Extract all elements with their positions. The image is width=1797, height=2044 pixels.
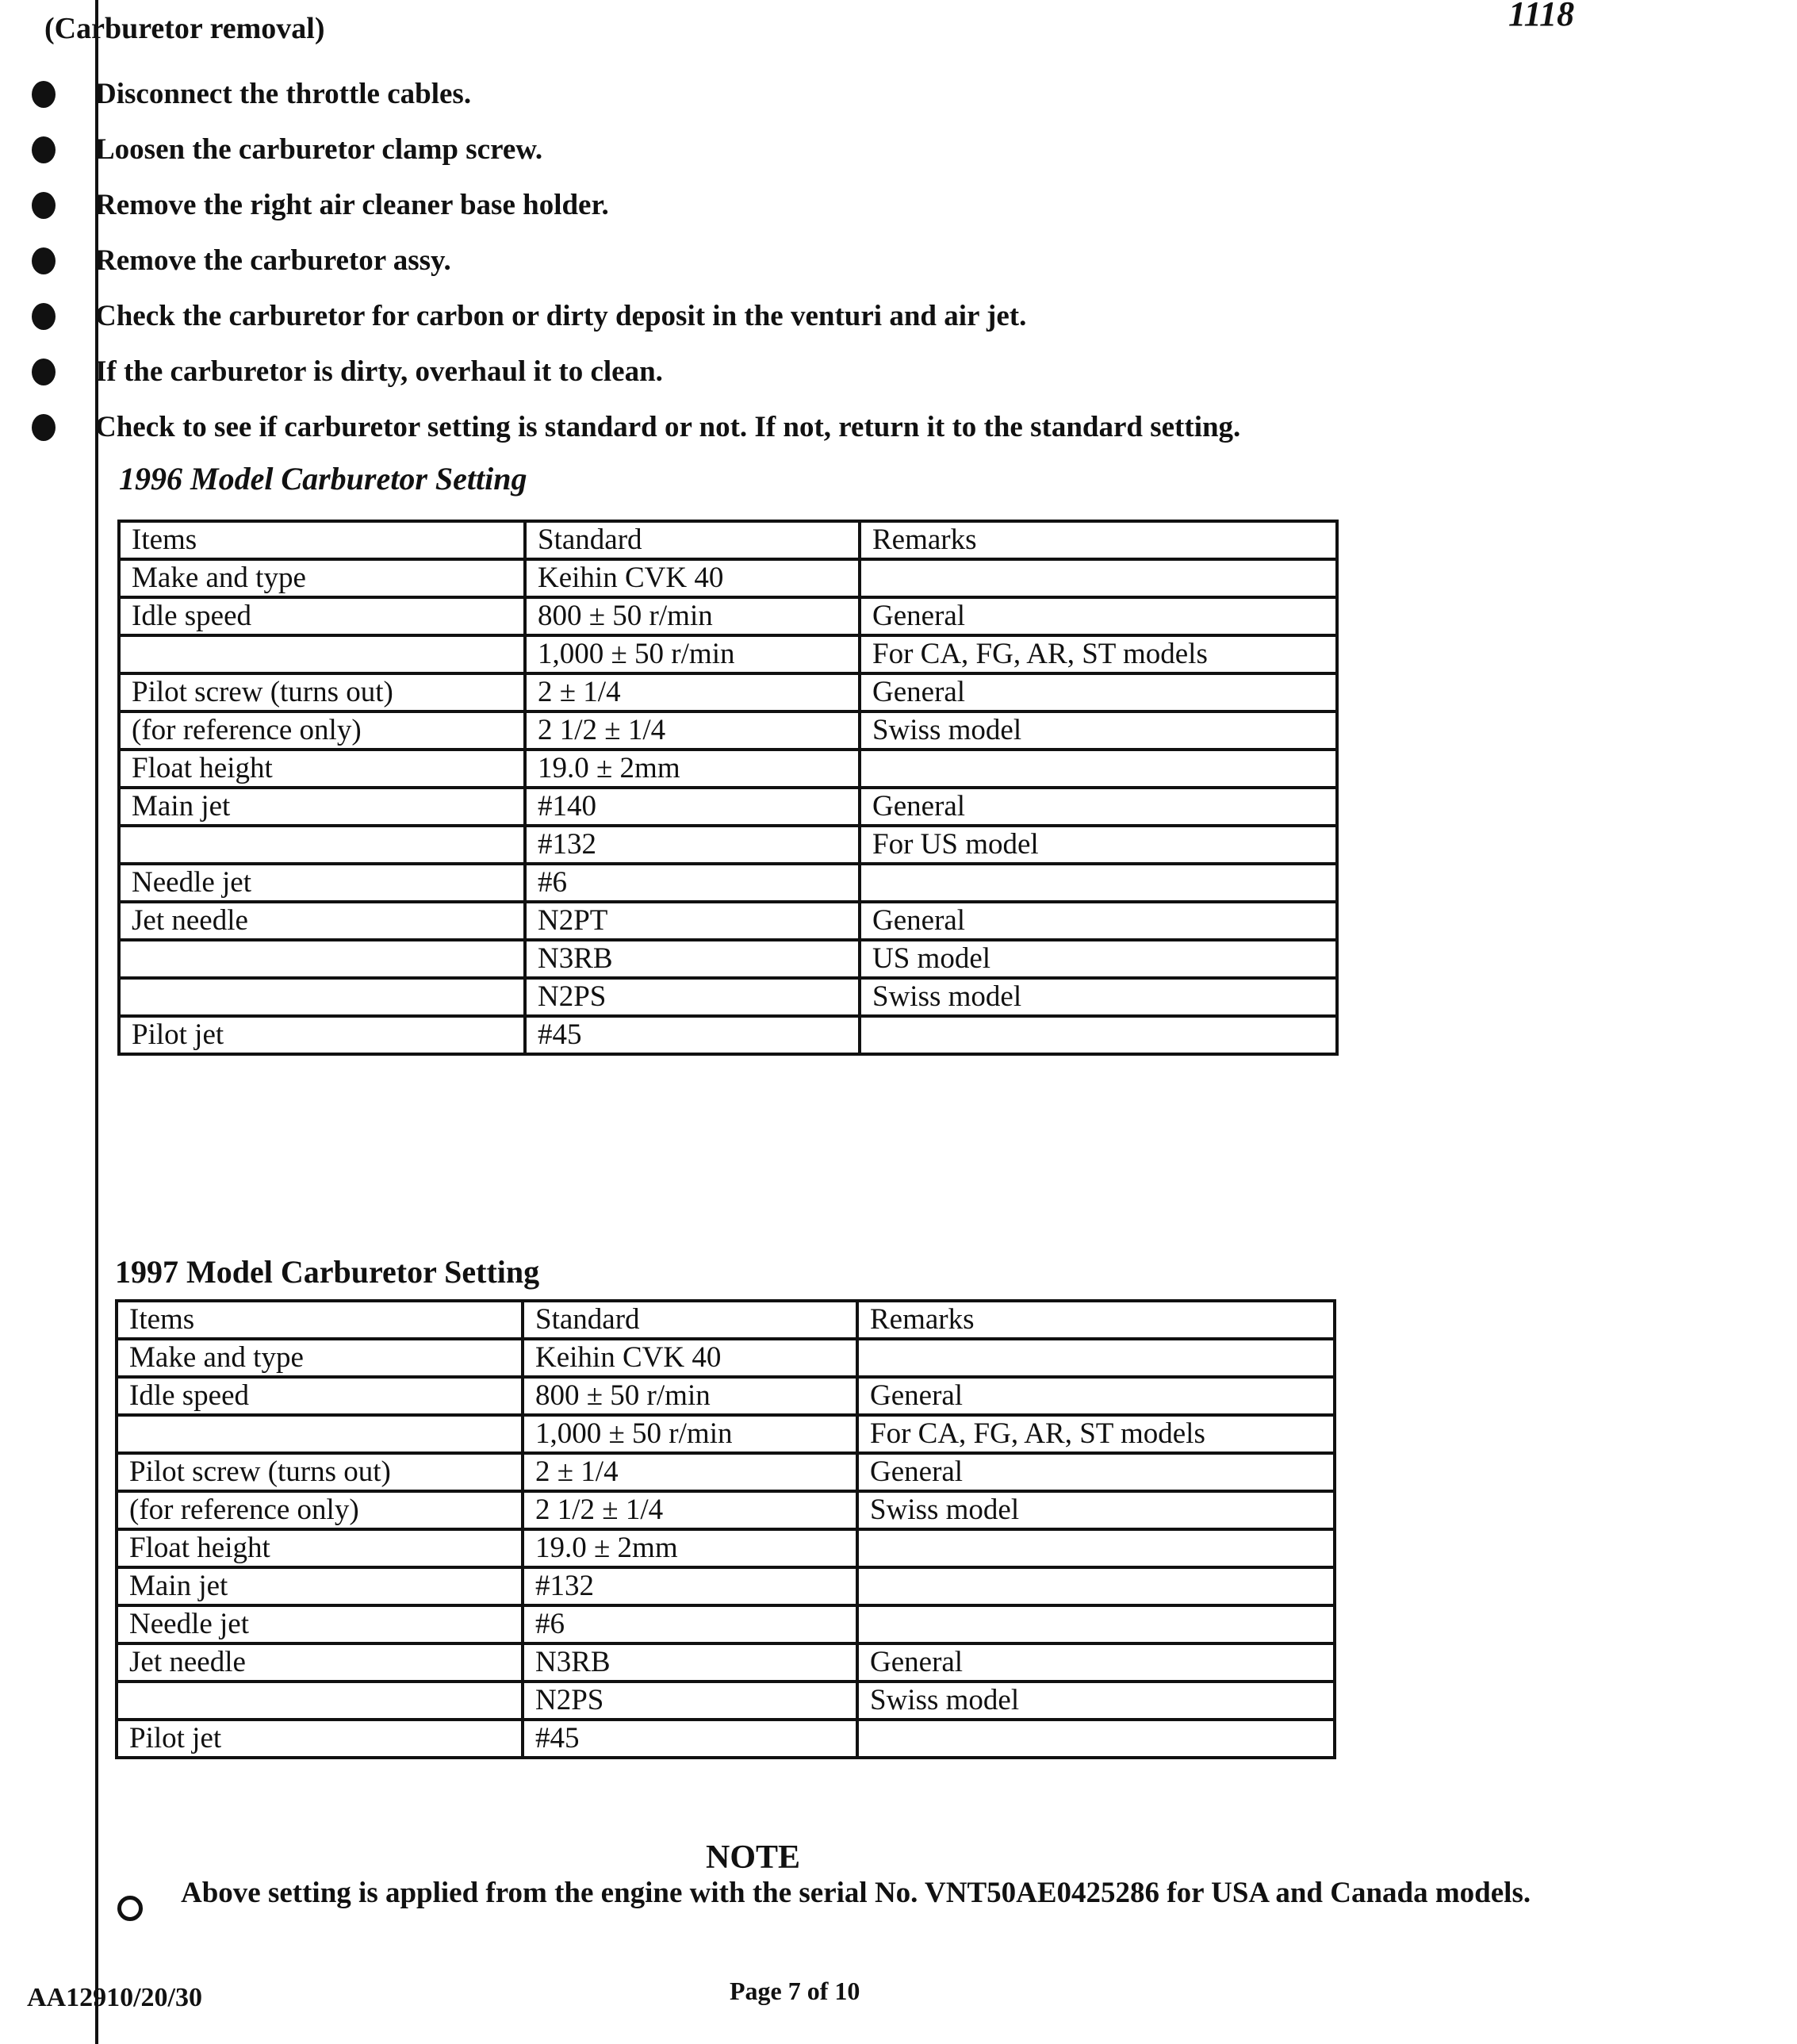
header-cell: Standard bbox=[523, 1301, 857, 1339]
standard-cell: 1,000 ± 50 r/min bbox=[525, 635, 860, 673]
standard-cell: N2PS bbox=[523, 1682, 857, 1720]
remarks-cell bbox=[857, 1567, 1335, 1605]
remarks-cell: For CA, FG, AR, ST models bbox=[860, 635, 1337, 673]
table-row bbox=[119, 902, 1337, 940]
standard-cell: #45 bbox=[525, 1016, 860, 1054]
table-row bbox=[119, 1016, 1337, 1054]
item-cell bbox=[119, 826, 525, 864]
standard-cell: #132 bbox=[525, 826, 860, 864]
standard-cell: #6 bbox=[525, 864, 860, 902]
bullet-icon bbox=[32, 81, 56, 108]
item-cell: Pilot screw (turns out) bbox=[117, 1453, 523, 1491]
standard-cell: N3RB bbox=[523, 1643, 857, 1682]
standard-cell: Keihin CVK 40 bbox=[523, 1339, 857, 1377]
table-row bbox=[119, 788, 1337, 826]
circle-bullet-icon bbox=[117, 1896, 143, 1921]
remarks-cell: General bbox=[857, 1643, 1335, 1682]
table-row bbox=[117, 1567, 1335, 1605]
remarks-cell: General bbox=[860, 902, 1337, 940]
step-text: If the carburetor is dirty, overhaul it to clean. bbox=[95, 355, 663, 388]
remarks-cell: Swiss model bbox=[860, 711, 1337, 750]
step-text: Remove the carburetor assy. bbox=[95, 244, 451, 277]
item-cell: (for reference only) bbox=[119, 711, 525, 750]
standard-cell: N2PS bbox=[525, 978, 860, 1016]
standard-cell: 1,000 ± 50 r/min bbox=[523, 1415, 857, 1453]
standard-cell: 19.0 ± 2mm bbox=[525, 750, 860, 788]
table-row bbox=[119, 597, 1337, 635]
step-text: Check the carburetor for carbon or dirty deposit in the venturi and air jet. bbox=[95, 300, 1027, 332]
bullet-icon bbox=[32, 192, 56, 219]
item-cell: Idle speed bbox=[119, 597, 525, 635]
item-cell bbox=[117, 1415, 523, 1453]
table-row bbox=[117, 1377, 1335, 1415]
standard-cell: #45 bbox=[523, 1720, 857, 1758]
item-cell: Needle jet bbox=[119, 864, 525, 902]
table-row bbox=[119, 978, 1337, 1016]
remarks-cell: For US model bbox=[860, 826, 1337, 864]
section-title: (Carburetor removal) bbox=[44, 12, 325, 45]
table-1996 bbox=[117, 520, 1339, 1056]
item-cell: Pilot screw (turns out) bbox=[119, 673, 525, 711]
item-cell bbox=[119, 940, 525, 978]
standard-cell: 19.0 ± 2mm bbox=[523, 1529, 857, 1567]
header-cell: Standard bbox=[525, 521, 860, 559]
table-row bbox=[119, 864, 1337, 902]
item-cell: Main jet bbox=[117, 1567, 523, 1605]
item-cell bbox=[117, 1682, 523, 1720]
table-row bbox=[117, 1339, 1335, 1377]
item-cell: Jet needle bbox=[117, 1643, 523, 1682]
remarks-cell: Swiss model bbox=[857, 1682, 1335, 1720]
standard-cell: #140 bbox=[525, 788, 860, 826]
remarks-cell bbox=[860, 864, 1337, 902]
header-cell: Items bbox=[119, 521, 525, 559]
standard-cell: 800 ± 50 r/min bbox=[523, 1377, 857, 1415]
item-cell: (for reference only) bbox=[117, 1491, 523, 1529]
table-row bbox=[117, 1720, 1335, 1758]
item-cell: Idle speed bbox=[117, 1377, 523, 1415]
standard-cell: #132 bbox=[523, 1567, 857, 1605]
standard-cell: N2PT bbox=[525, 902, 860, 940]
table-row bbox=[117, 1453, 1335, 1491]
table-row bbox=[119, 673, 1337, 711]
item-cell bbox=[119, 635, 525, 673]
item-cell: Jet needle bbox=[119, 902, 525, 940]
note-text: Above setting is applied from the engine with the serial No. VNT50AE0425286 for USA and Canada models. bbox=[181, 1877, 1531, 1909]
standard-cell: 2 ± 1/4 bbox=[523, 1453, 857, 1491]
table-row bbox=[119, 750, 1337, 788]
item-cell: Make and type bbox=[117, 1339, 523, 1377]
step-text: Disconnect the throttle cables. bbox=[95, 78, 472, 110]
table-header-row bbox=[119, 521, 1337, 559]
table-1997-title: 1997 Model Carburetor Setting bbox=[115, 1254, 540, 1290]
table-row bbox=[117, 1605, 1335, 1643]
step-text: Loosen the carburetor clamp screw. bbox=[95, 133, 543, 166]
table-row bbox=[119, 635, 1337, 673]
remarks-cell bbox=[860, 750, 1337, 788]
header-cell: Remarks bbox=[857, 1301, 1335, 1339]
table-row bbox=[117, 1491, 1335, 1529]
remarks-cell: General bbox=[860, 788, 1337, 826]
item-cell: Pilot jet bbox=[119, 1016, 525, 1054]
remarks-cell bbox=[860, 1016, 1337, 1054]
remarks-cell: Swiss model bbox=[857, 1491, 1335, 1529]
table-row bbox=[119, 940, 1337, 978]
step-text: Check to see if carburetor setting is standard or not. If not, return it to the standard setting. bbox=[95, 411, 1241, 443]
remarks-cell: General bbox=[860, 597, 1337, 635]
item-cell bbox=[119, 978, 525, 1016]
remarks-cell: For CA, FG, AR, ST models bbox=[857, 1415, 1335, 1453]
item-cell: Make and type bbox=[119, 559, 525, 597]
remarks-cell: General bbox=[857, 1377, 1335, 1415]
standard-cell: N3RB bbox=[525, 940, 860, 978]
table-1997 bbox=[115, 1299, 1336, 1759]
standard-cell: 2 1/2 ± 1/4 bbox=[523, 1491, 857, 1529]
item-cell: Pilot jet bbox=[117, 1720, 523, 1758]
standard-cell: 2 ± 1/4 bbox=[525, 673, 860, 711]
table-row bbox=[117, 1529, 1335, 1567]
standard-cell: #6 bbox=[523, 1605, 857, 1643]
header-cell: Remarks bbox=[860, 521, 1337, 559]
remarks-cell: US model bbox=[860, 940, 1337, 978]
item-cell: Main jet bbox=[119, 788, 525, 826]
document-id: AA12910/20/30 bbox=[27, 1983, 202, 2012]
remarks-cell bbox=[860, 559, 1337, 597]
corner-handwritten-mark: 1118 bbox=[1508, 0, 1575, 33]
table-row bbox=[119, 826, 1337, 864]
table-row bbox=[117, 1643, 1335, 1682]
header-cell: Items bbox=[117, 1301, 523, 1339]
bullet-icon bbox=[32, 359, 56, 385]
remarks-cell bbox=[857, 1605, 1335, 1643]
bullet-icon bbox=[32, 414, 56, 441]
remarks-cell bbox=[857, 1529, 1335, 1567]
table-row bbox=[119, 559, 1337, 597]
step-text: Remove the right air cleaner base holder. bbox=[95, 189, 609, 221]
item-cell: Needle jet bbox=[117, 1605, 523, 1643]
table-row bbox=[119, 711, 1337, 750]
remarks-cell bbox=[857, 1720, 1335, 1758]
table-row bbox=[117, 1682, 1335, 1720]
table-header-row bbox=[117, 1301, 1335, 1339]
remarks-cell: Swiss model bbox=[860, 978, 1337, 1016]
table-1996-title: 1996 Model Carburetor Setting bbox=[119, 461, 527, 497]
item-cell: Float height bbox=[117, 1529, 523, 1567]
page-number: Page 7 of 10 bbox=[730, 1977, 860, 2005]
bullet-icon bbox=[32, 303, 56, 330]
remarks-cell: General bbox=[857, 1453, 1335, 1491]
standard-cell: 800 ± 50 r/min bbox=[525, 597, 860, 635]
table-row bbox=[117, 1415, 1335, 1453]
bullet-icon bbox=[32, 247, 56, 274]
standard-cell: Keihin CVK 40 bbox=[525, 559, 860, 597]
item-cell: Float height bbox=[119, 750, 525, 788]
standard-cell: 2 1/2 ± 1/4 bbox=[525, 711, 860, 750]
note-title: NOTE bbox=[706, 1839, 801, 1876]
remarks-cell bbox=[857, 1339, 1335, 1377]
remarks-cell: General bbox=[860, 673, 1337, 711]
bullet-icon bbox=[32, 136, 56, 163]
